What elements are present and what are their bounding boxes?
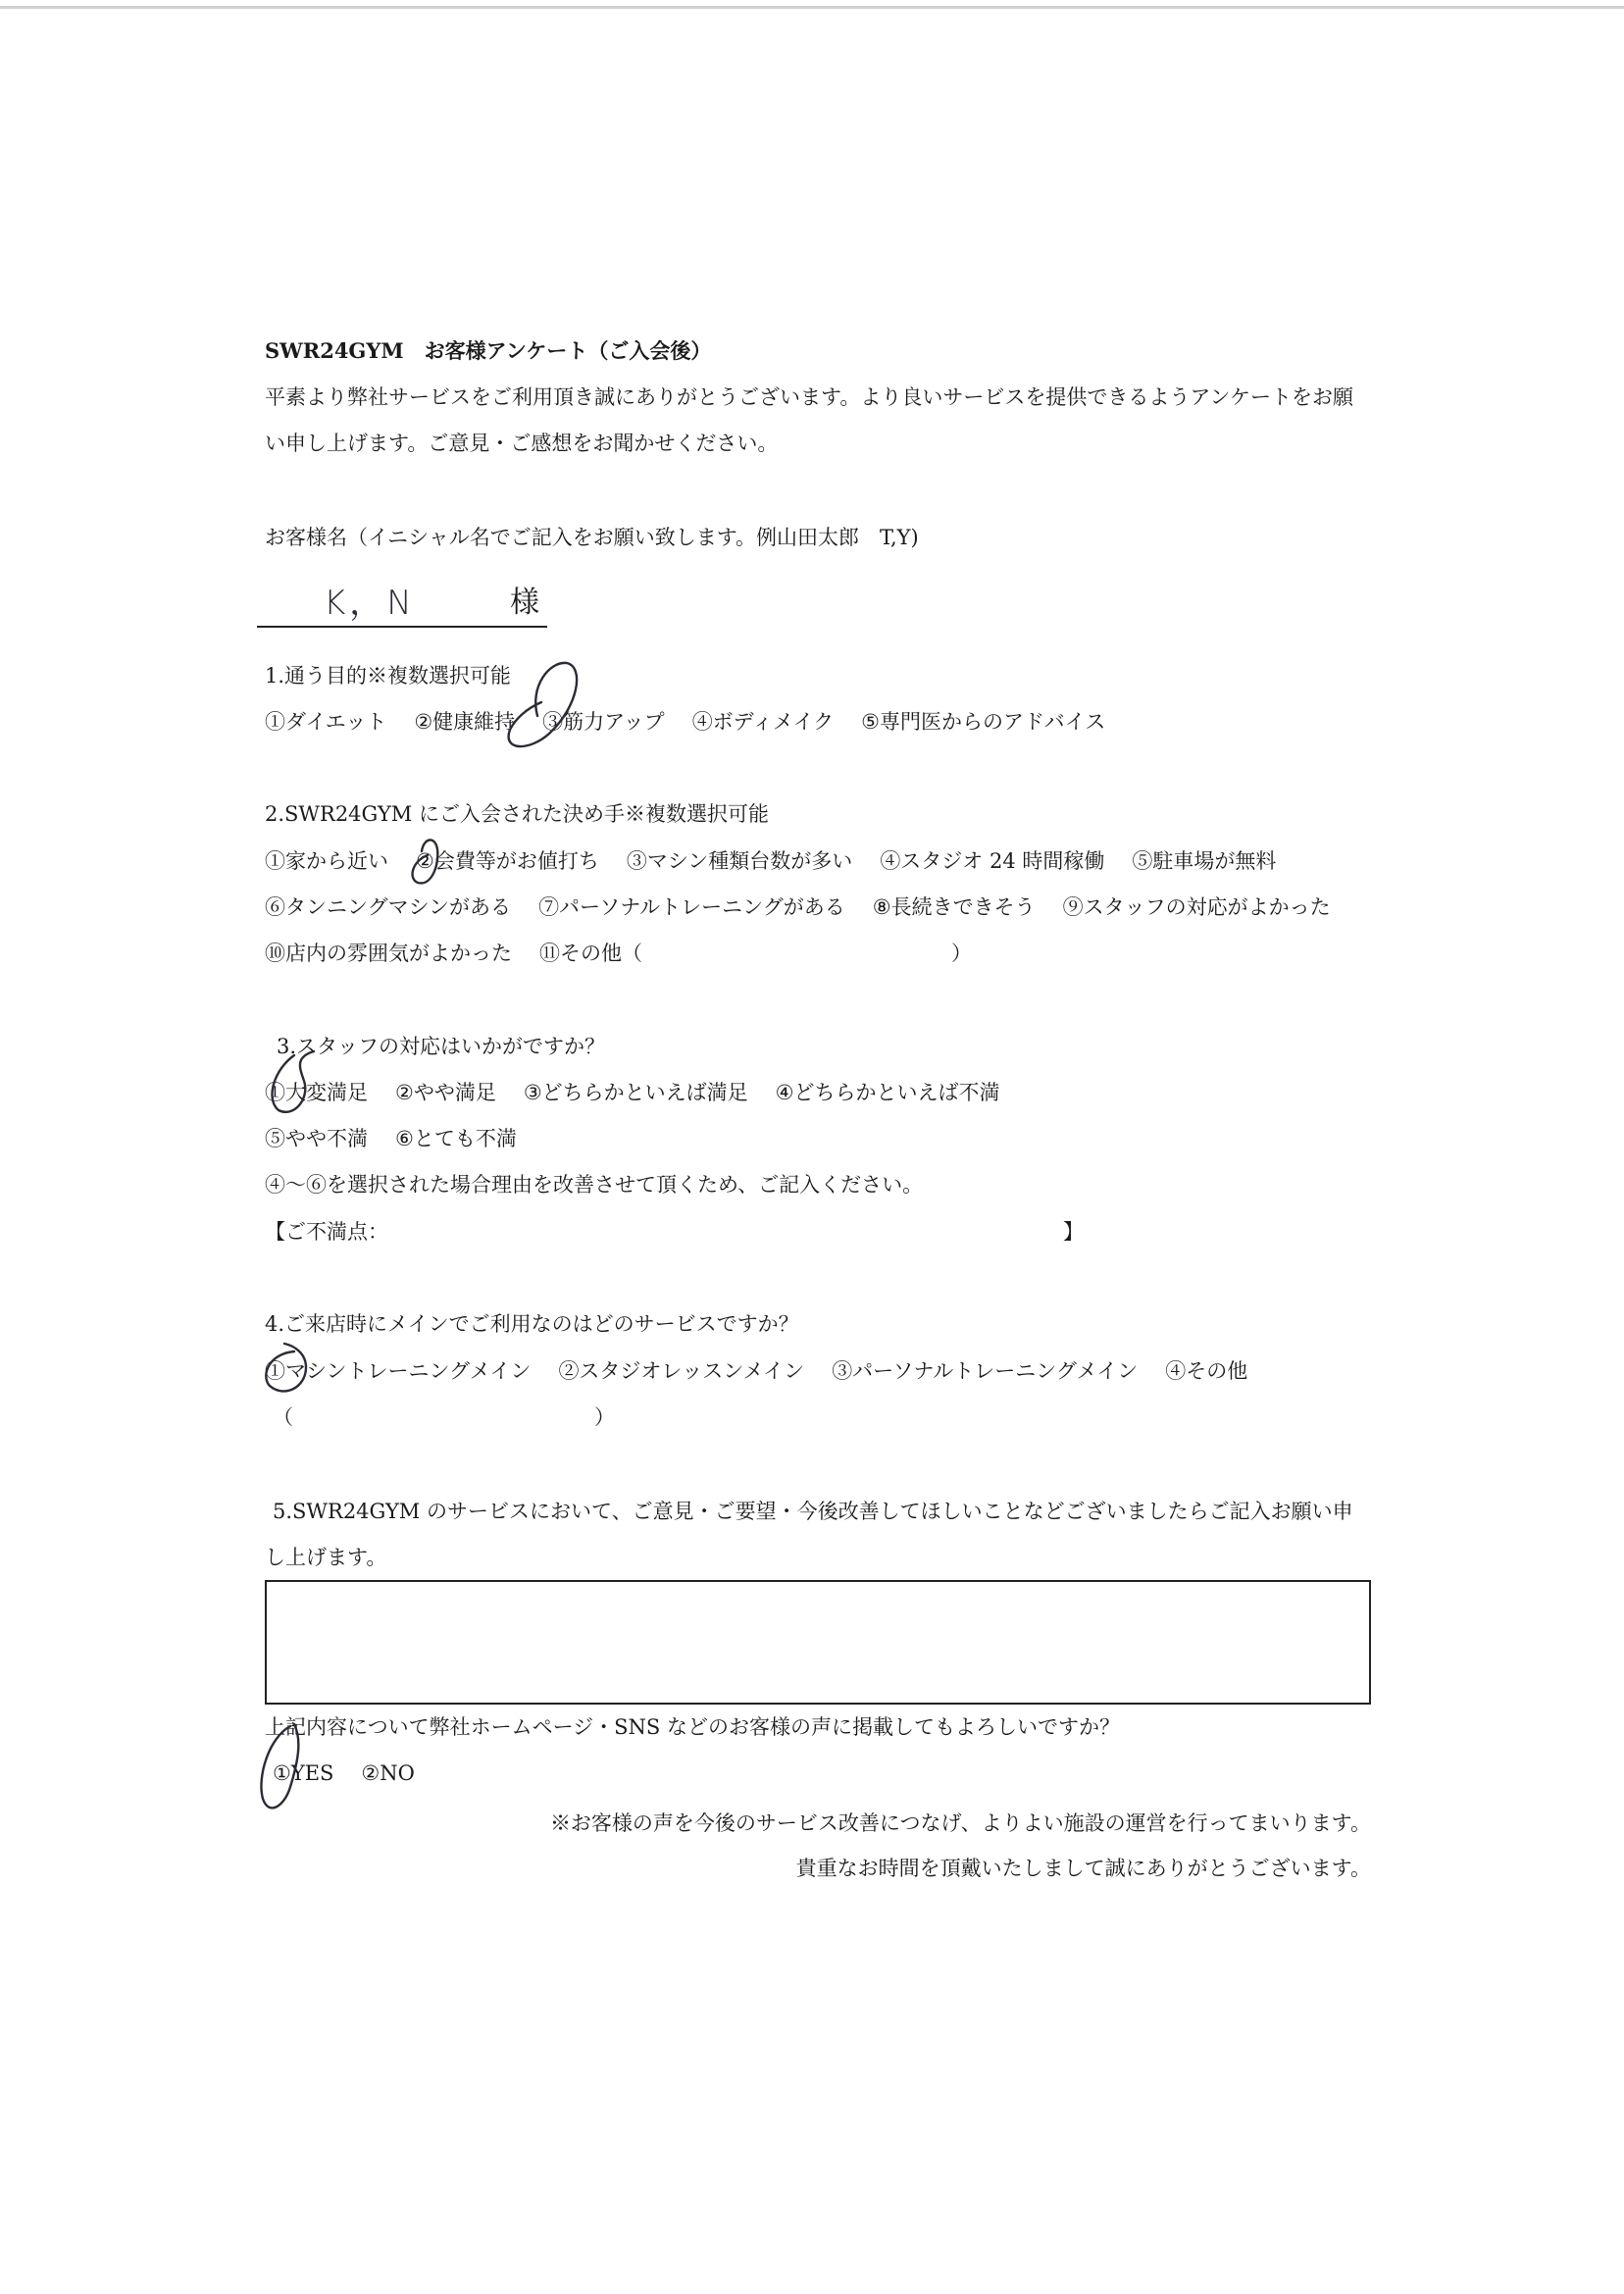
q2-options-row-2 [265, 893, 1331, 921]
q1-option-3[interactable]: ③筋力アップ [542, 710, 665, 734]
q1-question: 1.通う目的※複数選択可能 [265, 664, 512, 688]
customer-name-label: お客様名（イニシャル名でご記入をお願い致します。例山田太郎 T,Y) [265, 526, 919, 549]
scan-edge-top [0, 6, 1624, 9]
footer-note-line-2: 貴重なお時間を頂戴いたしまして誠にありがとうございます。 [795, 1857, 1371, 1880]
q2-option-11[interactable]: ⑪その他（ [539, 942, 642, 965]
q1-option-4[interactable]: ④ボディメイク [691, 710, 835, 734]
q3-options-row-2 [265, 1125, 517, 1152]
q2-question: 2.SWR24GYM にご入会された決め手※複数選択可能 [265, 802, 769, 826]
q5-question-line-2: し上げます。 [265, 1546, 387, 1569]
q4-other-close-paren: ） [594, 1405, 615, 1429]
q4-options [265, 1357, 1247, 1385]
q3-complaint-field[interactable] [402, 1216, 1059, 1246]
publish-options [273, 1759, 415, 1787]
q4-option-3[interactable]: ③パーソナルトレーニングメイン [832, 1359, 1139, 1383]
q1-option-2[interactable]: ②健康維持 [414, 710, 516, 734]
q3-option-5[interactable]: ⑤やや不満 [265, 1127, 368, 1150]
q4-other-field[interactable] [294, 1402, 588, 1431]
footer-note-line-1: ※お客様の声を今後のサービス改善につなげ、よりよい施設の運営を行ってまいります。 [549, 1811, 1371, 1835]
q2-option-8[interactable]: ⑧長続きできそう [872, 895, 1036, 919]
q3-option-4[interactable]: ④どちらかといえば不満 [775, 1081, 1000, 1104]
q2-option-1[interactable]: ①家から近い [265, 849, 388, 873]
q5-question-line-1: 5.SWR24GYM のサービスにおいて、ご意見・ご要望・今後改善してほしいことなどございましたらご記入お願い申 [273, 1500, 1353, 1523]
q4-question: 4.ご来店時にメインでご利用なのはどのサービスですか？ [265, 1312, 799, 1336]
survey-title: SWR24GYM お客様アンケート（ご入会後） [265, 338, 712, 363]
q2-option-10[interactable]: ⑩店内の雰囲気がよかった [265, 942, 512, 965]
q5-comment-box[interactable] [265, 1580, 1371, 1705]
q2-options-row-3 [265, 940, 642, 967]
customer-initials: K，N [324, 584, 416, 623]
q2-option-4[interactable]: ④スタジオ 24 時間稼働 [880, 849, 1105, 873]
q3-option-2[interactable]: ②やや満足 [395, 1081, 496, 1104]
q3-option-3[interactable]: ③どちらかといえば満足 [523, 1081, 748, 1104]
q4-option-1[interactable]: ①マシントレーニングメイン [265, 1359, 532, 1383]
q3-options-row-1 [265, 1079, 999, 1106]
q2-options-row-1 [265, 847, 1276, 875]
q3-complaint-close: 】 [1063, 1220, 1084, 1244]
q4-option-2[interactable]: ②スタジオレッスンメイン [558, 1359, 805, 1383]
q3-option-1[interactable]: ①大変満足 [265, 1081, 368, 1104]
publish-option-no[interactable]: ②NO [361, 1761, 415, 1785]
q1-options [265, 708, 1105, 736]
q1-option-5[interactable]: ⑤専門医からのアドバイス [861, 710, 1106, 734]
q4-option-4[interactable]: ④その他 [1165, 1359, 1248, 1383]
q1-option-1[interactable]: ①ダイエット [265, 710, 387, 734]
q2-option-2[interactable]: ②会費等がお値打ち [416, 849, 599, 873]
publish-option-yes[interactable]: ①YES [273, 1761, 334, 1785]
q3-note: ④～⑥を選択された場合理由を改善させて頂くため、ご記入ください。 [265, 1173, 924, 1197]
intro-text-line-1: 平素より弊社サービスをご利用頂き誠にありがとうございます。より良いサービスを提供できるようアンケートをお願 [265, 385, 1354, 409]
q2-other-close-paren: ） [951, 942, 972, 965]
q3-complaint-open: 【ご不満点： [265, 1220, 388, 1244]
q2-option-7[interactable]: ⑦パーソナルトレーニングがある [538, 895, 845, 919]
honorific-sama: 様 [510, 586, 539, 620]
q2-option-6[interactable]: ⑥タンニングマシンがある [265, 895, 512, 919]
publish-question: 上記内容について弊社ホームページ・SNS などのお客様の声に掲載してもよろしいですか？ [265, 1715, 1120, 1739]
q4-other-open-paren: （ [273, 1405, 293, 1429]
q3-question: 3.スタッフの対応はいかがですか？ [277, 1035, 606, 1058]
q2-option-5[interactable]: ⑤駐車場が無料 [1132, 849, 1277, 873]
intro-text-line-2: い申し上げます。ご意見・ご感想をお聞かせください。 [265, 432, 779, 455]
q3-option-6[interactable]: ⑥とても不満 [395, 1127, 517, 1150]
q2-option-9[interactable]: ⑨スタッフの対応がよかった [1062, 895, 1331, 919]
q2-option-3[interactable]: ③マシン種類台数が多い [626, 849, 853, 873]
customer-name-field[interactable] [257, 581, 547, 628]
